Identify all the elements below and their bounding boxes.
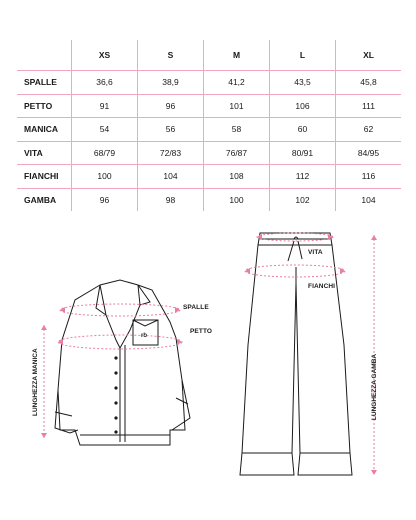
table-corner-cell [17,40,72,71]
size-chart-table [17,40,401,211]
column-header-l: L [270,40,336,71]
table-cell: 68/79 [72,141,138,165]
table-row [17,118,401,142]
column-header-m: M [204,40,270,71]
table-cell: 84/95 [336,141,402,165]
shirt-diagram [0,270,240,460]
pants-diagram [230,225,416,510]
pocket-logo: rb [141,333,147,339]
row-label: PETTO [17,94,72,118]
column-header-xl: XL [336,40,402,71]
table-cell: 101 [204,94,270,118]
table-cell: 111 [336,94,402,118]
table-cell: 54 [72,118,138,142]
row-label: VITA [17,141,72,165]
spalle-label: SPALLE [183,304,209,311]
table-cell: 41,2 [204,71,270,95]
table-cell: 58 [204,118,270,142]
table-cell: 62 [336,118,402,142]
petto-label: PETTO [190,328,213,335]
table-cell: 76/87 [204,141,270,165]
table-row [17,71,401,95]
fianchi-label: FIANCHI [308,283,336,290]
row-label: FIANCHI [17,165,72,189]
manica-label: LUNGHEZZA MANICA [32,348,39,416]
table-cell: 43,5 [270,71,336,95]
table-cell: 100 [72,165,138,189]
pants-drawing [230,225,416,510]
table-cell: 108 [204,165,270,189]
table-cell: 96 [138,94,204,118]
table-cell: 45,8 [336,71,402,95]
row-label: MANICA [17,118,72,142]
table-cell: 96 [72,188,138,211]
table-cell: 112 [270,165,336,189]
column-header-s: S [138,40,204,71]
table-cell: 80/91 [270,141,336,165]
table-cell: 98 [138,188,204,211]
table-cell: 72/83 [138,141,204,165]
table-cell: 100 [204,188,270,211]
table-cell: 36,6 [72,71,138,95]
table-cell: 106 [270,94,336,118]
row-label: SPALLE [17,71,72,95]
table-cell: 116 [336,165,402,189]
gamba-label: LUNGHEZZA GAMBA [371,353,378,421]
column-header-xs: XS [72,40,138,71]
table-cell: 38,9 [138,71,204,95]
table-cell: 102 [270,188,336,211]
table-row [17,188,401,211]
vita-label: VITA [308,249,323,256]
size-table [0,0,416,232]
table-header-row [17,40,401,71]
table-cell: 60 [270,118,336,142]
row-label: GAMBA [17,188,72,211]
table-row [17,94,401,118]
table-cell: 104 [336,188,402,211]
table-row [17,141,401,165]
table-cell: 91 [72,94,138,118]
table-cell: 104 [138,165,204,189]
table-cell: 56 [138,118,204,142]
table-row [17,165,401,189]
